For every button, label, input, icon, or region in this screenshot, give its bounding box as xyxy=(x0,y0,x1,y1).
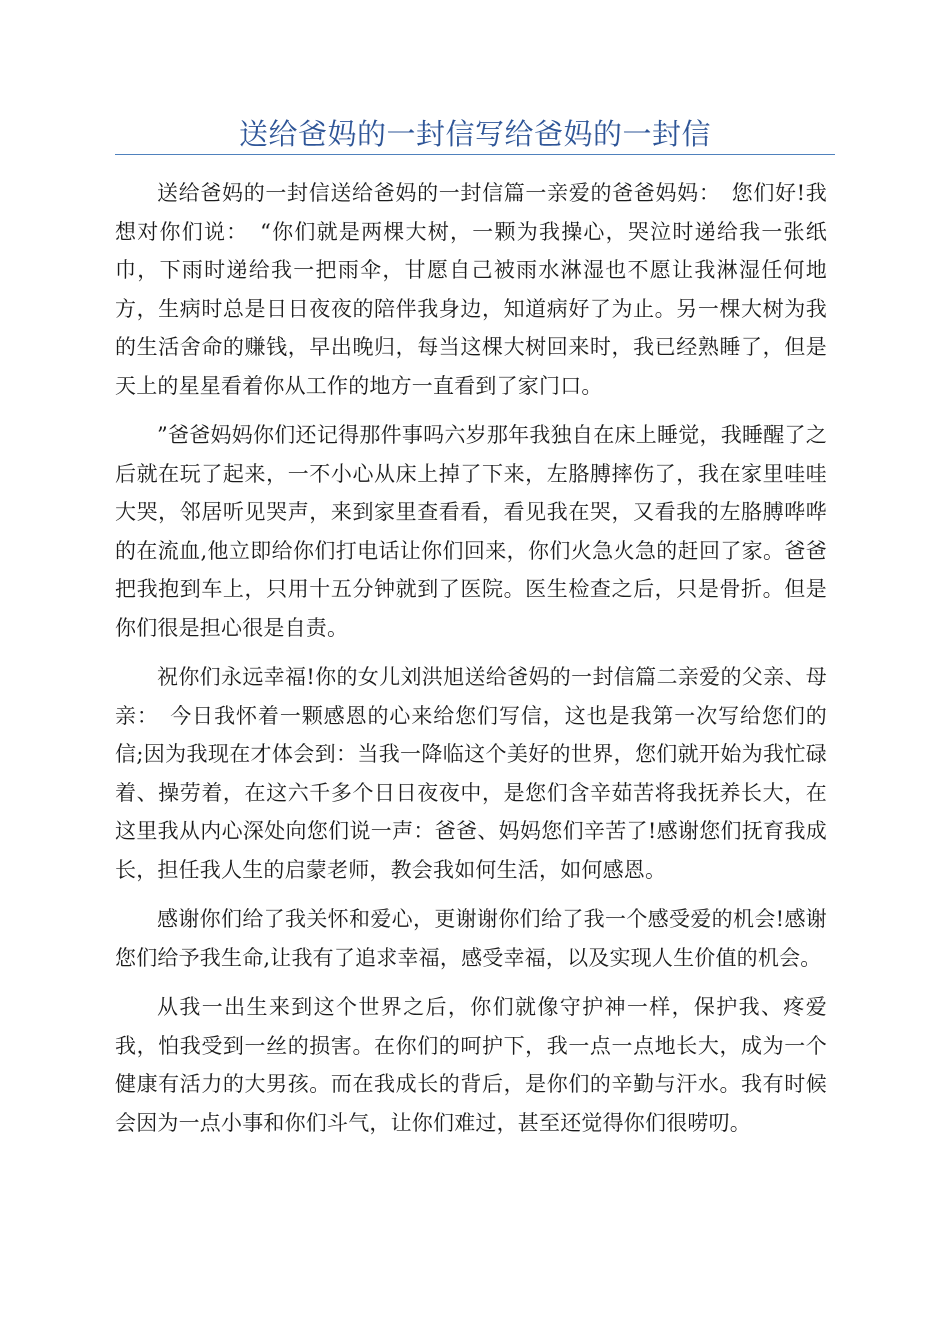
paragraph-5: 从我一出生来到这个世界之后，你们就像守护神一样，保护我、疼爱我，怕我受到一丝的损害。在你们的呵护下，我一点一点地长大，成为一个健康有活力的大男孩。而在我成长的背后，是你们的辛勤与汗水。我有时候会因为一点小事和你们斗气，让你们难过，甚至还觉得你们很唠叨。 xyxy=(115,995,827,1135)
paragraph-3: 祝你们永远幸福!你的女儿刘洪旭送给爸妈的一封信篇二亲爱的父亲、母亲： 今日我怀着一颗感恩的心来给您们写信，这也是我第一次写给您们的信;因为我现在才体会到：当我一降临这个美好的世界，您们就开始为我忙碌着、操劳着，在这六千多个日日夜夜中，是您们含辛茹苦将我抚养长大，在这里我从内心深处向您们说一声：爸爸、妈妈您们辛苦了!感谢您们抚育我成长，担任我人生的启蒙老师，教会我如何生活，如何感恩。 xyxy=(115,665,827,882)
paragraph-2: ”爸爸妈妈你们还记得那件事吗六岁那年我独自在床上睡觉，我睡醒了之后就在玩了起来，一不小心从床上掉了下来，左胳膊摔伤了，我在家里哇哇大哭，邻居听见哭声，来到家里查看看，看见我在哭，又看我的左胳膊哗哗的在流血,他立即给你们打电话让你们回来，你们火急火急的赶回了家。爸爸把我抱到车上，只用十五分钟就到了医院。医生检查之后，只是骨折。但是你们很是担心很是自责。 xyxy=(115,423,827,640)
page-title: 送给爸妈的一封信写给爸妈的一封信 xyxy=(238,117,711,151)
letter-body xyxy=(115,174,827,1153)
title-underline xyxy=(115,154,835,155)
paragraph-1: 送给爸妈的一封信送给爸妈的一封信篇一亲爱的爸爸妈妈： 您们好!我想对你们说： “你们就是两棵大树，一颗为我操心，哭泣时递给我一张纸巾，下雨时递给我一把雨伞，甘愿自己被雨水淋湿也不愿让我淋湿任何地方，生病时总是日日夜夜的陪伴我身边，知道病好了为止。另一棵大树为我的生活舍命的赚钱，早出晚归，每当这棵大树回来时，我已经熟睡了，但是天上的星星看着你从工作的地方一直看到了家门口。 xyxy=(115,181,827,398)
paragraph-4: 感谢你们给了我关怀和爱心，更谢谢你们给了我一个感受爱的机会!感谢您们给予我生命,让我有了追求幸福，感受幸福，以及实现人生价值的机会。 xyxy=(115,907,827,970)
